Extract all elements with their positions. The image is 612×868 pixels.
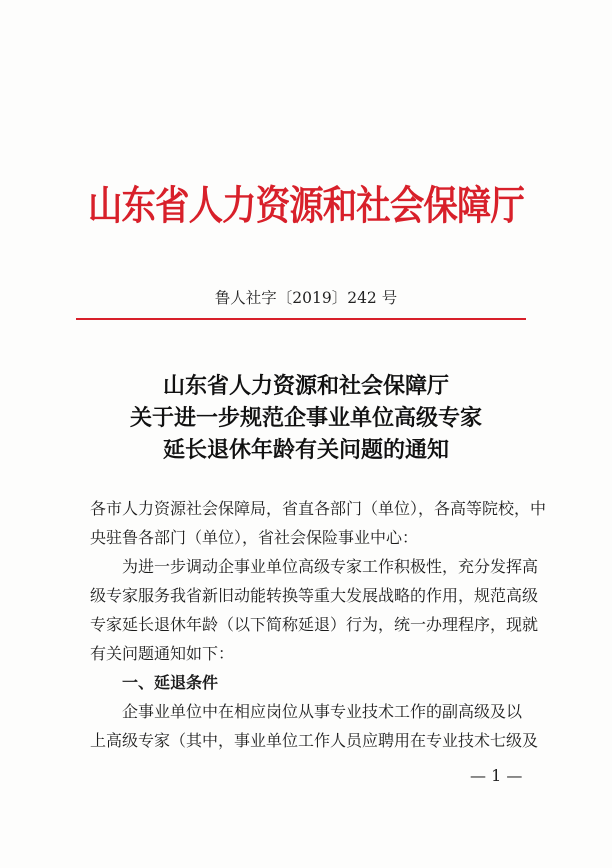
paragraph-1-line-3: 专家延长退休年龄（以下简称延退）行为，统一办理程序，现就 [90, 615, 539, 634]
notice-body [90, 494, 547, 755]
paragraph-1-line-2: 级专家服务我省新旧动能转换等重大发展战略的作用，规范高级 [90, 586, 539, 605]
paragraph-1-line-4: 有关问题通知如下： [90, 644, 235, 663]
paragraph-2-line-2: 上高级专家（其中，事业单位工作人员应聘用在专业技术七级及 [90, 731, 539, 750]
red-divider-line [76, 318, 526, 320]
document-number: 鲁人社字〔2019〕242 号 [214, 289, 398, 307]
notice-title-line-1: 山东省人力资源和社会保障厅 [162, 373, 449, 399]
notice-title [0, 370, 612, 466]
notice-title-line-2: 关于进一步规范企事业单位高级专家 [129, 405, 482, 431]
paragraph-2-line-1: 企事业单位中在相应岗位从事专业技术工作的副高级及以 [122, 702, 523, 721]
notice-title-line-3: 延长退休年龄有关问题的通知 [162, 437, 449, 463]
page-number: — 1 — [470, 766, 523, 785]
addressee-line-2: 央驻鲁各部门（单位），省社会保险事业中心： [90, 528, 419, 547]
issuing-organization-title: 山东省人力资源和社会保障厅 [87, 182, 525, 229]
addressee-line-1: 各市人力资源社会保障局，省直各部门（单位），各高等院校，中 [90, 499, 547, 518]
section-1-heading: 一、延退条件 [122, 673, 219, 692]
paragraph-1-line-1: 为进一步调动企事业单位高级专家工作积极性，充分发挥高 [122, 557, 539, 576]
